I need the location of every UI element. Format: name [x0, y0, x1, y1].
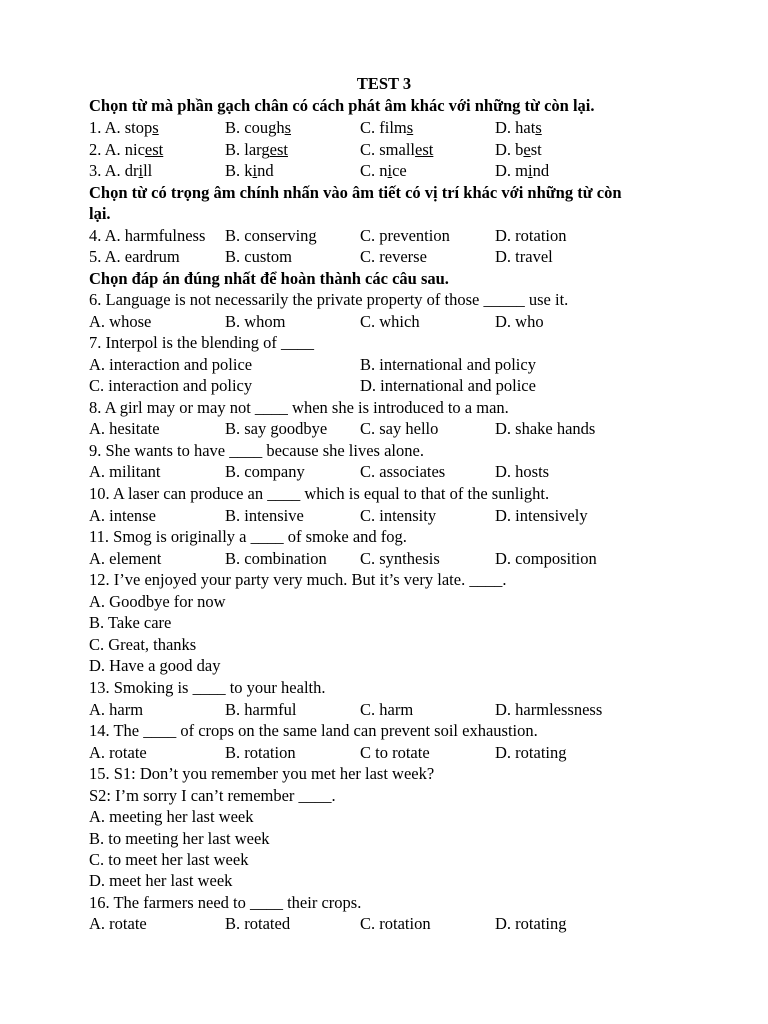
q4-option-d: D. rotation — [495, 226, 567, 245]
q1-option-a: 1. A. stops — [89, 118, 159, 137]
q5-option-c: C. reverse — [360, 247, 427, 266]
q12-option-a: A. Goodbye for now — [89, 592, 226, 611]
q3-option-b: B. kind — [225, 161, 274, 180]
question-16-options — [89, 913, 728, 934]
q16-option-d: D. rotating — [495, 914, 567, 933]
question-11-options — [89, 548, 728, 569]
question-7-options-row-1 — [89, 354, 728, 375]
question-13-options — [89, 699, 728, 720]
q2-option-a: 2. A. nicest — [89, 140, 164, 159]
q2-option-c: C. smallest — [360, 140, 434, 159]
q3-option-c: C. nice — [360, 161, 407, 180]
question-7-options-row-2 — [89, 375, 728, 396]
question-2 — [89, 139, 728, 160]
question-1 — [89, 117, 728, 138]
q15-option-d: D. meet her last week — [89, 871, 233, 890]
q6-option-a: A. whose — [89, 312, 152, 331]
q13-option-c: C. harm — [360, 700, 414, 719]
q11-stem: 11. Smog is originally a ____ of smoke and fog. — [89, 527, 407, 546]
q6-stem: 6. Language is not necessarily the private property of those _____ use it. — [89, 290, 569, 309]
q13-stem: 13. Smoking is ____ to your health. — [89, 678, 326, 697]
q13-option-d: D. harmlessness — [495, 700, 603, 719]
q9-option-b: B. company — [225, 462, 305, 481]
q9-option-a: A. militant — [89, 462, 161, 481]
instruction-stress-line-2: lại. — [89, 204, 111, 223]
q12-option-d: D. Have a good day — [89, 656, 221, 675]
q8-stem: 8. A girl may or may not ____ when she is introduced to a man. — [89, 398, 509, 417]
q15-option-a: A. meeting her last week — [89, 807, 254, 826]
q14-option-a: A. rotate — [89, 743, 147, 762]
q16-option-c: C. rotation — [360, 914, 431, 933]
q14-option-d: D. rotating — [495, 743, 567, 762]
q5-option-b: B. custom — [225, 247, 292, 266]
q1-option-c: C. films — [360, 118, 414, 137]
q15-stem-2: S2: I’m sorry I can’t remember ____. — [89, 786, 336, 805]
q4-option-c: C. prevention — [360, 226, 450, 245]
q14-stem: 14. The ____ of crops on the same land can prevent soil exhaustion. — [89, 721, 538, 740]
question-3 — [89, 160, 728, 181]
instruction-pronunciation: Chọn từ mà phần gạch chân có cách phát âm khác với những từ còn lại. — [89, 96, 595, 115]
q11-option-c: C. synthesis — [360, 549, 440, 568]
q6-option-d: D. who — [495, 312, 544, 331]
q6-option-c: C. which — [360, 312, 420, 331]
q12-stem: 12. I’ve enjoyed your party very much. But it’s very late. ____. — [89, 570, 507, 589]
q2-option-b: B. largest — [225, 140, 288, 159]
q1-option-d: D. hats — [495, 118, 542, 137]
q8-option-a: A. hesitate — [89, 419, 160, 438]
instruction-completion: Chọn đáp án đúng nhất để hoàn thành các câu sau. — [89, 269, 449, 288]
question-6-options — [89, 311, 728, 332]
q7-stem: 7. Interpol is the blending of ____ — [89, 333, 315, 352]
q14-option-b: B. rotation — [225, 743, 296, 762]
test-title: TEST 3 — [356, 74, 412, 93]
q3-option-a: 3. A. drill — [89, 161, 153, 180]
q5-option-a: 5. A. eardrum — [89, 247, 180, 266]
q10-option-d: D. intensively — [495, 506, 588, 525]
q13-option-b: B. harmful — [225, 700, 297, 719]
q8-option-d: D. shake hands — [495, 419, 596, 438]
q10-option-a: A. intense — [89, 506, 156, 525]
q15-option-c: C. to meet her last week — [89, 850, 249, 869]
q7-option-d: D. international and police — [360, 376, 536, 395]
q6-option-b: B. whom — [225, 312, 286, 331]
q5-option-d: D. travel — [495, 247, 553, 266]
q13-option-a: A. harm — [89, 700, 144, 719]
q9-option-d: D. hosts — [495, 462, 550, 481]
q9-stem: 9. She wants to have ____ because she lives alone. — [89, 441, 424, 460]
q2-option-d: D. best — [495, 140, 542, 159]
q4-option-b: B. conserving — [225, 226, 317, 245]
q15-option-b: B. to meeting her last week — [89, 829, 270, 848]
q3-option-d: D. mind — [495, 161, 550, 180]
question-10-options — [89, 505, 728, 526]
q16-option-a: A. rotate — [89, 914, 147, 933]
q7-option-c: C. interaction and policy — [89, 376, 253, 395]
question-9-options — [89, 461, 728, 482]
instruction-stress-line-1: Chọn từ có trọng âm chính nhấn vào âm tiết có vị trí khác với những từ còn — [89, 183, 622, 202]
q10-option-b: B. intensive — [225, 506, 304, 525]
q4-option-a: 4. A. harmfulness — [89, 226, 206, 245]
q15-stem: 15. S1: Don’t you remember you met her last week? — [89, 764, 435, 783]
q10-option-c: C. intensity — [360, 506, 437, 525]
q16-stem: 16. The farmers need to ____ their crops. — [89, 893, 362, 912]
q12-option-c: C. Great, thanks — [89, 635, 197, 654]
q7-option-a: A. interaction and police — [89, 355, 253, 374]
q10-stem: 10. A laser can produce an ____ which is equal to that of the sunlight. — [89, 484, 550, 503]
question-5 — [89, 246, 728, 267]
q8-option-b: B. say goodbye — [225, 419, 328, 438]
question-14-options — [89, 742, 728, 763]
q14-option-c: C to rotate — [360, 743, 430, 762]
q16-option-b: B. rotated — [225, 914, 291, 933]
q9-option-c: C. associates — [360, 462, 446, 481]
q12-option-b: B. Take care — [89, 613, 172, 632]
question-8-options — [89, 418, 728, 439]
q11-option-a: A. element — [89, 549, 162, 568]
q11-option-b: B. combination — [225, 549, 327, 568]
question-4 — [89, 225, 728, 246]
q11-option-d: D. composition — [495, 549, 597, 568]
q1-option-b: B. coughs — [225, 118, 292, 137]
q7-option-b: B. international and policy — [360, 355, 536, 374]
q8-option-c: C. say hello — [360, 419, 439, 438]
